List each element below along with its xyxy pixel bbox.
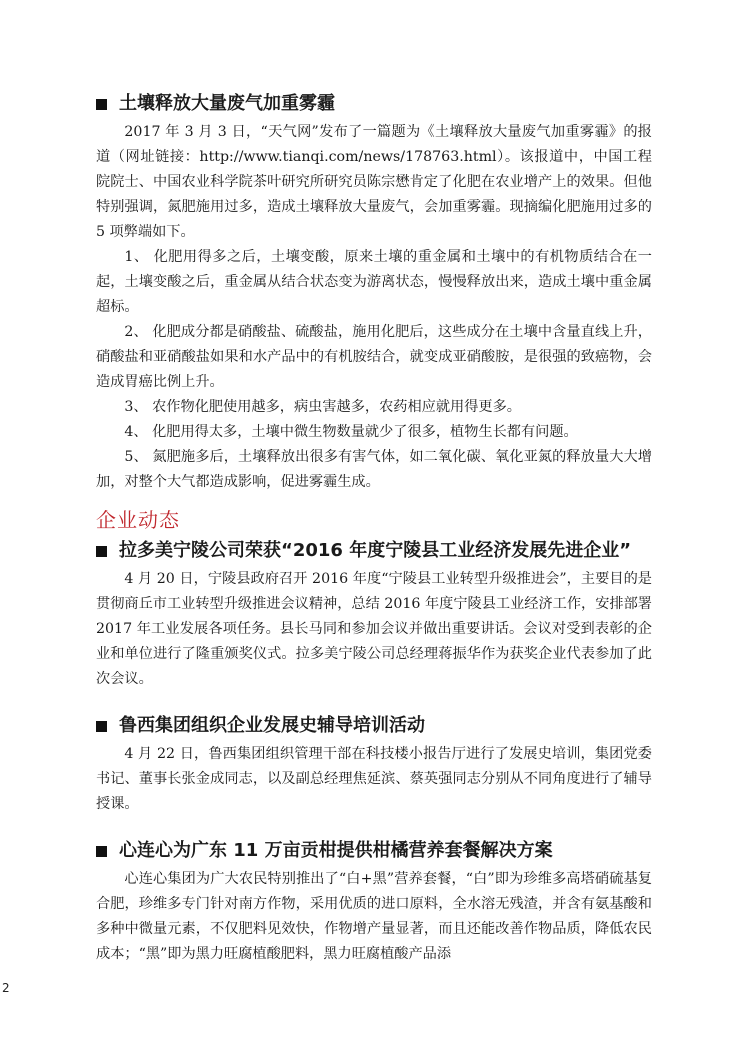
article-luxi-training — [96, 714, 652, 817]
article-heading — [96, 92, 652, 116]
article-heading-text: 心连心为广东 11 万亩贡柑提供柑橘营养套餐解决方案 — [119, 840, 553, 861]
article-paragraph: 2017 年 3 月 3 日，“天气网”发布了一篇题为《土壤释放大量废气加重雾霾》的报道（网址链接：http://www.tianqi.com/news/178763.html）。该报道中，中国工程院院士、中国农业科学院茶叶研究所研究员陈宗懋肯定了化肥在农业增产上的效果。但他特别强调，氮肥施用过多，造成土壤释放大量废气，会加重雾霾。现摘编化肥施用过多的 5 项弊端如下。 — [96, 124, 652, 240]
article-paragraph: 5、 氮肥施多后，土壤释放出很多有害气体，如二氧化碳、氧化亚氮的释放量大大增加，对整个大气都造成影响，促进雾霾生成。 — [96, 449, 652, 490]
square-bullet-icon — [96, 546, 107, 557]
section-title-company-news: 企业动态 — [96, 508, 180, 532]
article-heading-text: 土壤释放大量废气加重雾霾 — [119, 93, 335, 114]
square-bullet-icon — [96, 99, 107, 110]
article-paragraph: 4 月 22 日，鲁西集团组织管理干部在科技楼小报告厅进行了发展史培训，集团党委书记、董事长张金成同志，以及副总经理焦延滨、蔡英强同志分别从不同角度进行了辅导授课。 — [96, 746, 652, 812]
article-heading — [96, 839, 652, 863]
article-paragraph: 心连心集团为广大农民特别推出了“白+黑”营养套餐，“白”即为珍维多高塔硝硫基复合肥，珍维多专门针对南方作物，采用优质的进口原料，全水溶无残渣，并含有氨基酸和多种中微量元素，不仅肥料见效快，作物增产量显著，而且还能改善作物品质，降低农民成本；“黑”即为黑力旺腐植酸肥料，黑力旺腐植酸产品添 — [96, 871, 652, 962]
square-bullet-icon — [96, 846, 107, 857]
article-paragraph: 2、 化肥成分都是硝酸盐、硫酸盐，施用化肥后，这些成分在土壤中含量直线上升，硝酸盐和亚硝酸盐如果和水产品中的有机胺结合，就变成亚硝酸胺，是很强的致癌物，会造成胃癌比例上升。 — [96, 324, 652, 390]
article-paragraph: 4 月 20 日，宁陵县政府召开 2016 年度“宁陵县工业转型升级推进会”，主要目的是贯彻商丘市工业转型升级推进会议精神，总结 2016 年度宁陵县工业经济工作，安排部署 2017 年工业发展各项任务。县长马同和参加会议并做出重要讲话。会议对受到表彰的企业和单位进行了隆重颁奖仪式。拉多美宁陵公司总经理蒋振华作为获奖企业代表参加了此次会议。 — [96, 571, 652, 687]
article-heading-text: 鲁西集团组织企业发展史辅导培训活动 — [119, 715, 425, 736]
article-heading-text: 拉多美宁陵公司荣获“2016 年度宁陵县工业经济发展先进企业” — [119, 540, 632, 561]
article-heading — [96, 539, 652, 563]
article-paragraph: 4、 化肥用得太多，土壤中微生物数量就少了很多，植物生长都有问题。 — [124, 424, 578, 440]
article-soil-emissions — [96, 92, 652, 495]
article-paragraph: 3、 农作物化肥使用越多，病虫害越多，农药相应就用得更多。 — [124, 399, 521, 415]
article-ladomei-award — [96, 539, 652, 692]
square-bullet-icon — [96, 721, 107, 732]
article-paragraph: 1、 化肥用得多之后，土壤变酸，原来土壤的重金属和土壤中的有机物质结合在一起，土壤变酸之后，重金属从结合状态变为游离状态，慢慢释放出来，造成土壤中重金属超标。 — [96, 249, 652, 315]
page-number: 2 — [2, 981, 10, 995]
article-xinlianxin-citrus — [96, 839, 652, 967]
article-heading — [96, 714, 652, 738]
page-content — [96, 92, 652, 989]
